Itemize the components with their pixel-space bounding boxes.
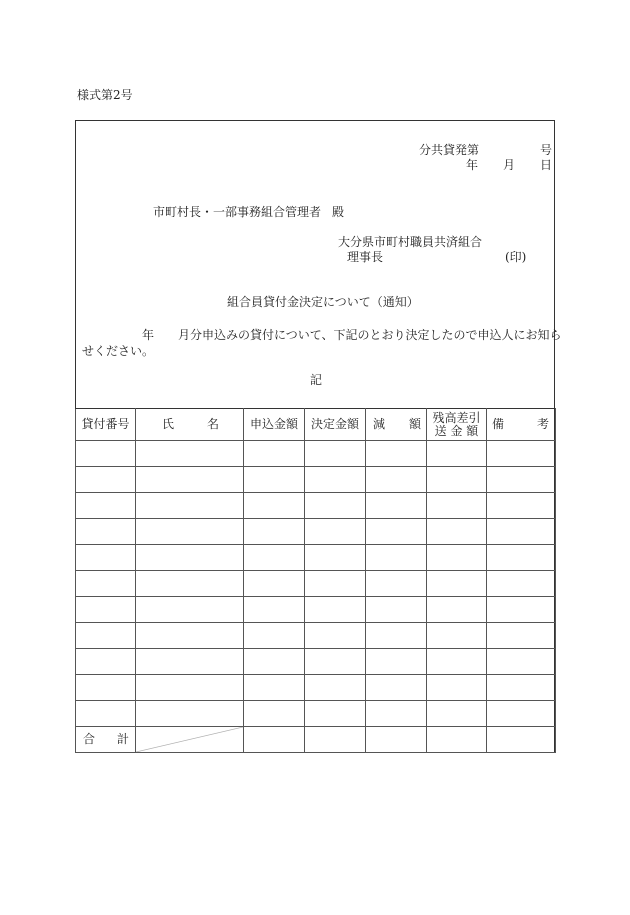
total-char-1: 合: [83, 732, 96, 746]
name-cell[interactable]: [136, 675, 244, 701]
applied-amount-cell[interactable]: [244, 493, 305, 519]
decided-amount-cell[interactable]: [305, 441, 366, 467]
body-text: 年 月分申込みの貸付について、下記のとおり決定したので申込人にお知ら: [142, 328, 562, 342]
date-month-label: 月: [503, 158, 516, 172]
decided-amount-cell[interactable]: [305, 467, 366, 493]
loan-number-cell[interactable]: [76, 675, 136, 701]
remarks-cell[interactable]: [487, 493, 556, 519]
table-row: [76, 571, 556, 597]
reduction-cell[interactable]: [366, 597, 427, 623]
applied-amount-cell[interactable]: [244, 441, 305, 467]
balance-cell[interactable]: [427, 467, 487, 493]
date-day-label: 日: [540, 158, 553, 172]
applied-amount-cell[interactable]: [244, 467, 305, 493]
balance-cell[interactable]: [427, 545, 487, 571]
applied-amount-cell[interactable]: [244, 545, 305, 571]
table-row: [76, 493, 556, 519]
applied-amount-cell[interactable]: [244, 597, 305, 623]
col-name-char-2: 名: [206, 417, 219, 431]
loan-number-cell[interactable]: [76, 597, 136, 623]
remarks-cell[interactable]: [487, 441, 556, 467]
decided-amount-cell[interactable]: [305, 571, 366, 597]
remarks-cell[interactable]: [487, 623, 556, 649]
col-remarks: [487, 409, 556, 441]
name-cell[interactable]: [136, 597, 244, 623]
name-cell[interactable]: [136, 545, 244, 571]
name-cell[interactable]: [136, 701, 244, 727]
loan-number-cell[interactable]: [76, 701, 136, 727]
reduction-cell[interactable]: [366, 545, 427, 571]
table-row: [76, 441, 556, 467]
name-cell[interactable]: [136, 623, 244, 649]
col-reduction-char-2: 額: [408, 417, 421, 431]
applied-amount-cell[interactable]: [244, 675, 305, 701]
table-row: [76, 467, 556, 493]
col-decided-amount: 決定金額: [305, 409, 366, 441]
total-row: [76, 727, 556, 753]
reduction-cell[interactable]: [366, 571, 427, 597]
body-text-line-1: [82, 328, 562, 342]
reduction-cell[interactable]: [366, 623, 427, 649]
balance-cell[interactable]: [427, 675, 487, 701]
table-row: [76, 675, 556, 701]
sender-organization: 大分県市町村職員共済組合: [338, 235, 483, 249]
diagonal-strike-line: [136, 727, 243, 752]
loan-number-cell[interactable]: [76, 623, 136, 649]
remarks-cell[interactable]: [487, 597, 556, 623]
remarks-cell[interactable]: [487, 701, 556, 727]
sender-title: 理事長: [347, 250, 384, 264]
name-cell[interactable]: [136, 493, 244, 519]
loan-number-cell[interactable]: [76, 493, 136, 519]
loan-number-cell[interactable]: [76, 519, 136, 545]
doc-number-prefix: 分共貸発第: [419, 143, 480, 157]
applied-amount-cell[interactable]: [244, 571, 305, 597]
table-row: [76, 623, 556, 649]
remarks-cell[interactable]: [487, 649, 556, 675]
body-text-line-2: せください。: [82, 344, 155, 358]
loan-number-cell[interactable]: [76, 545, 136, 571]
balance-cell[interactable]: [427, 441, 487, 467]
table-row: [76, 519, 556, 545]
decided-amount-cell[interactable]: [305, 649, 366, 675]
applied-amount-cell[interactable]: [244, 701, 305, 727]
decided-amount-cell[interactable]: [305, 675, 366, 701]
loan-number-cell[interactable]: [76, 467, 136, 493]
seal-mark: (印): [505, 250, 527, 264]
balance-cell[interactable]: [427, 571, 487, 597]
date-year-label: 年: [466, 158, 479, 172]
table-row: [76, 597, 556, 623]
name-cell[interactable]: [136, 467, 244, 493]
reduction-cell[interactable]: [366, 519, 427, 545]
total-applied-cell[interactable]: [244, 727, 305, 753]
balance-cell[interactable]: [427, 649, 487, 675]
total-reduction-cell[interactable]: [366, 727, 427, 753]
remarks-cell[interactable]: [487, 675, 556, 701]
reduction-cell[interactable]: [366, 441, 427, 467]
decided-amount-cell[interactable]: [305, 597, 366, 623]
col-name-char-1: 氏: [162, 417, 175, 431]
col-applied-amount: 申込金額: [244, 409, 305, 441]
total-label: [76, 727, 136, 753]
col-loan-number: 貸付番号: [76, 409, 136, 441]
remarks-cell[interactable]: [487, 519, 556, 545]
loan-number-cell[interactable]: [76, 649, 136, 675]
reduction-cell[interactable]: [366, 493, 427, 519]
decided-amount-cell[interactable]: [305, 493, 366, 519]
balance-cell[interactable]: [427, 701, 487, 727]
loan-number-cell[interactable]: [76, 441, 136, 467]
balance-cell[interactable]: [427, 623, 487, 649]
total-decided-cell[interactable]: [305, 727, 366, 753]
reduction-cell[interactable]: [366, 675, 427, 701]
col-reduction-char-1: 減: [373, 417, 386, 431]
total-char-2: 計: [116, 732, 129, 746]
table-row: [76, 701, 556, 727]
reduction-cell[interactable]: [366, 467, 427, 493]
col-balance-line-1: 残高差引: [432, 410, 481, 425]
applied-amount-cell[interactable]: [244, 649, 305, 675]
balance-cell[interactable]: [427, 519, 487, 545]
notice-subject: 組合員貸付金決定について（通知）: [227, 295, 419, 309]
loan-table: [75, 408, 556, 753]
balance-cell[interactable]: [427, 597, 487, 623]
total-remarks-cell[interactable]: [487, 727, 556, 753]
name-cell[interactable]: [136, 519, 244, 545]
applied-amount-cell[interactable]: [244, 519, 305, 545]
ki-heading: 記: [310, 373, 323, 387]
remarks-cell[interactable]: [487, 467, 556, 493]
remarks-cell[interactable]: [487, 545, 556, 571]
remarks-cell[interactable]: [487, 571, 556, 597]
name-cell[interactable]: [136, 571, 244, 597]
total-name-cell-struck: [136, 727, 244, 753]
name-cell[interactable]: [136, 649, 244, 675]
col-balance-line-2: 送 金 額: [434, 423, 479, 438]
total-balance-cell[interactable]: [427, 727, 487, 753]
balance-cell[interactable]: [427, 493, 487, 519]
addressee-honorific: 殿: [332, 205, 345, 219]
col-remarks-char-2: 考: [536, 417, 549, 431]
addressee-name: 市町村長・一部事務組合管理者: [153, 205, 322, 219]
col-remarks-char-1: 備: [492, 417, 505, 431]
decided-amount-cell[interactable]: [305, 545, 366, 571]
col-name: [136, 409, 244, 441]
reduction-cell[interactable]: [366, 649, 427, 675]
applied-amount-cell[interactable]: [244, 623, 305, 649]
decided-amount-cell[interactable]: [305, 623, 366, 649]
decided-amount-cell[interactable]: [305, 701, 366, 727]
loan-number-cell[interactable]: [76, 571, 136, 597]
form-number: 様式第2号: [77, 88, 133, 102]
col-balance-remittance: [427, 409, 487, 441]
doc-number-suffix: 号: [540, 143, 553, 157]
table-header-row: [76, 409, 556, 441]
reduction-cell[interactable]: [366, 701, 427, 727]
col-reduction: [366, 409, 427, 441]
table-row: [76, 649, 556, 675]
name-cell[interactable]: [136, 441, 244, 467]
decided-amount-cell[interactable]: [305, 519, 366, 545]
table-row: [76, 545, 556, 571]
